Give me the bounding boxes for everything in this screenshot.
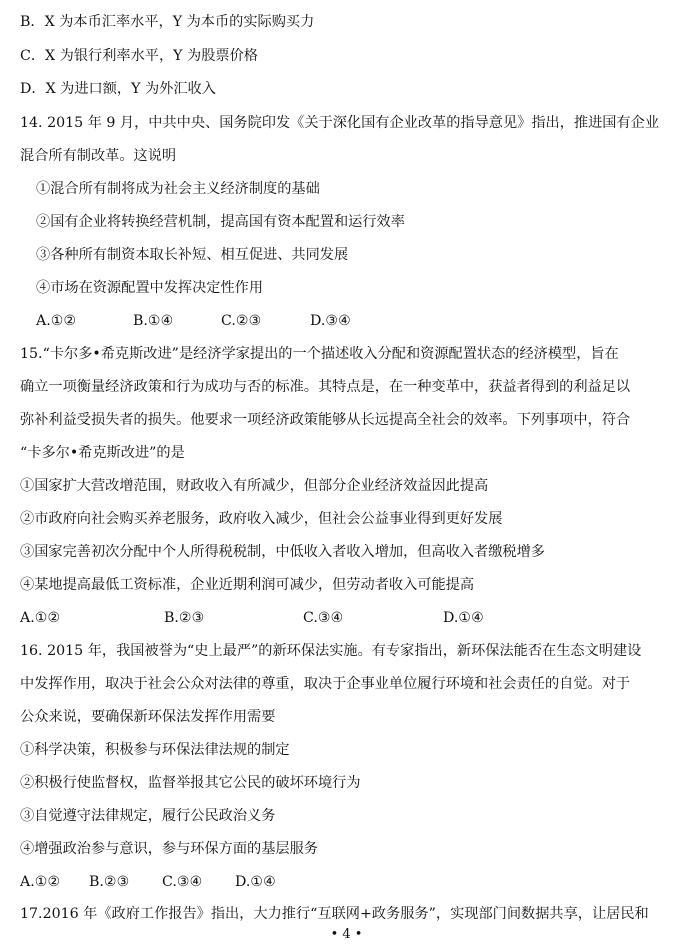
q16-item-1: ①科学决策，积极参与环保法律法规的制定: [20, 742, 290, 758]
q16-choice-d: D.①④: [235, 874, 276, 890]
q15-line-2: 确立一项衡量经济政策和行为成功与否的标准。其特点是，在一种变革中，获益者得到的利益足以: [20, 379, 631, 395]
q15-line-3: 弥补利益受损失者的损失。他要求一项经济政策能够从长远提高全社会的效率。下列事项中，符合: [20, 412, 631, 428]
q15-line-4: “卡多尔•希克斯改进”的是: [20, 445, 185, 461]
option-d-line: D．X 为进口额，Y 为外汇收入: [20, 81, 216, 97]
q16-choices: [20, 872, 670, 892]
q14-item-3: ③各种所有制资本取长补短、相互促进、共同发展: [36, 247, 349, 263]
q15-choice-a: A.①②: [20, 610, 61, 626]
q14-line-1: 14. 2015 年 9 月，中共中央、国务院印发《关于深化国有企业改革的指导意见》指出，推进国有企业: [20, 115, 660, 131]
q16-line-3: 公众来说，要确保新环保法发挥作用需要: [20, 709, 276, 725]
q14-choice-b: B.①④: [133, 313, 174, 329]
q15-item-4: ④某地提高最低工资标准，企业近期利润可减少，但劳动者收入可能提高: [20, 577, 475, 593]
q14-item-1: ①混合所有制将成为社会主义经济制度的基础: [36, 181, 320, 197]
page-number: • 4 •: [330, 927, 363, 942]
q15-choice-d: D.①④: [443, 610, 484, 626]
q16-line-1: 16. 2015 年，我国被誉为“史上最严”的新环保法实施。有专家指出，新环保法能否在生态文明建设: [20, 643, 642, 659]
option-c-line: C．X 为银行利率水平，Y 为股票价格: [20, 48, 258, 64]
q14-item-4: ④市场在资源配置中发挥决定性作用: [36, 280, 264, 296]
q15-item-3: ③国家完善初次分配中个人所得税税制，中低收入者收入增加，但高收入者缴税增多: [20, 544, 545, 560]
q15-item-1: ①国家扩大营改增范围，财政收入有所减少，但部分企业经济效益因此提高: [20, 478, 489, 494]
q15-choices: [20, 608, 670, 628]
option-b-line: B．X 为本币汇率水平，Y 为本币的实际购买力: [20, 14, 315, 30]
q14-choice-a: A.①②: [36, 313, 77, 329]
q14-choice-c: C.②③: [221, 313, 262, 329]
q16-line-2: 中发挥作用，取决于社会公众对法律的尊重，取决于企事业单位履行环境和社会责任的自觉。对于: [20, 676, 631, 692]
q14-choice-d: D.③④: [310, 313, 351, 329]
q16-choice-c: C.③④: [162, 874, 203, 890]
q15-line-1: 15.“卡尔多•希克斯改进”是经济学家提出的一个描述收入分配和资源配置状态的经济模型，旨在: [20, 346, 619, 362]
q16-choice-a: A.①②: [20, 874, 61, 890]
q16-item-2: ②积极行使监督权，监督举报其它公民的破坏环境行为: [20, 775, 361, 791]
q16-item-4: ④增强政治参与意识，参与环保方面的基层服务: [20, 841, 318, 857]
q15-choice-c: C.③④: [303, 610, 344, 626]
q17-line-1: 17.2016 年《政府工作报告》指出，大力推行“互联网+政务服务”，实现部门间数据共享，让居民和: [20, 906, 649, 922]
q14-line-2: 混合所有制改革。这说明: [20, 148, 177, 164]
q14-choices: [36, 311, 686, 331]
q16-item-3: ③自觉遵守法律规定，履行公民政治义务: [20, 808, 276, 824]
q14-item-2: ②国有企业将转换经营机制，提高国有资本配置和运行效率: [36, 214, 405, 230]
q15-choice-b: B.②③: [164, 610, 205, 626]
q16-choice-b: B.②③: [89, 874, 130, 890]
q15-item-2: ②市政府向社会购买养老服务，政府收入减少，但社会公益事业得到更好发展: [20, 511, 503, 527]
